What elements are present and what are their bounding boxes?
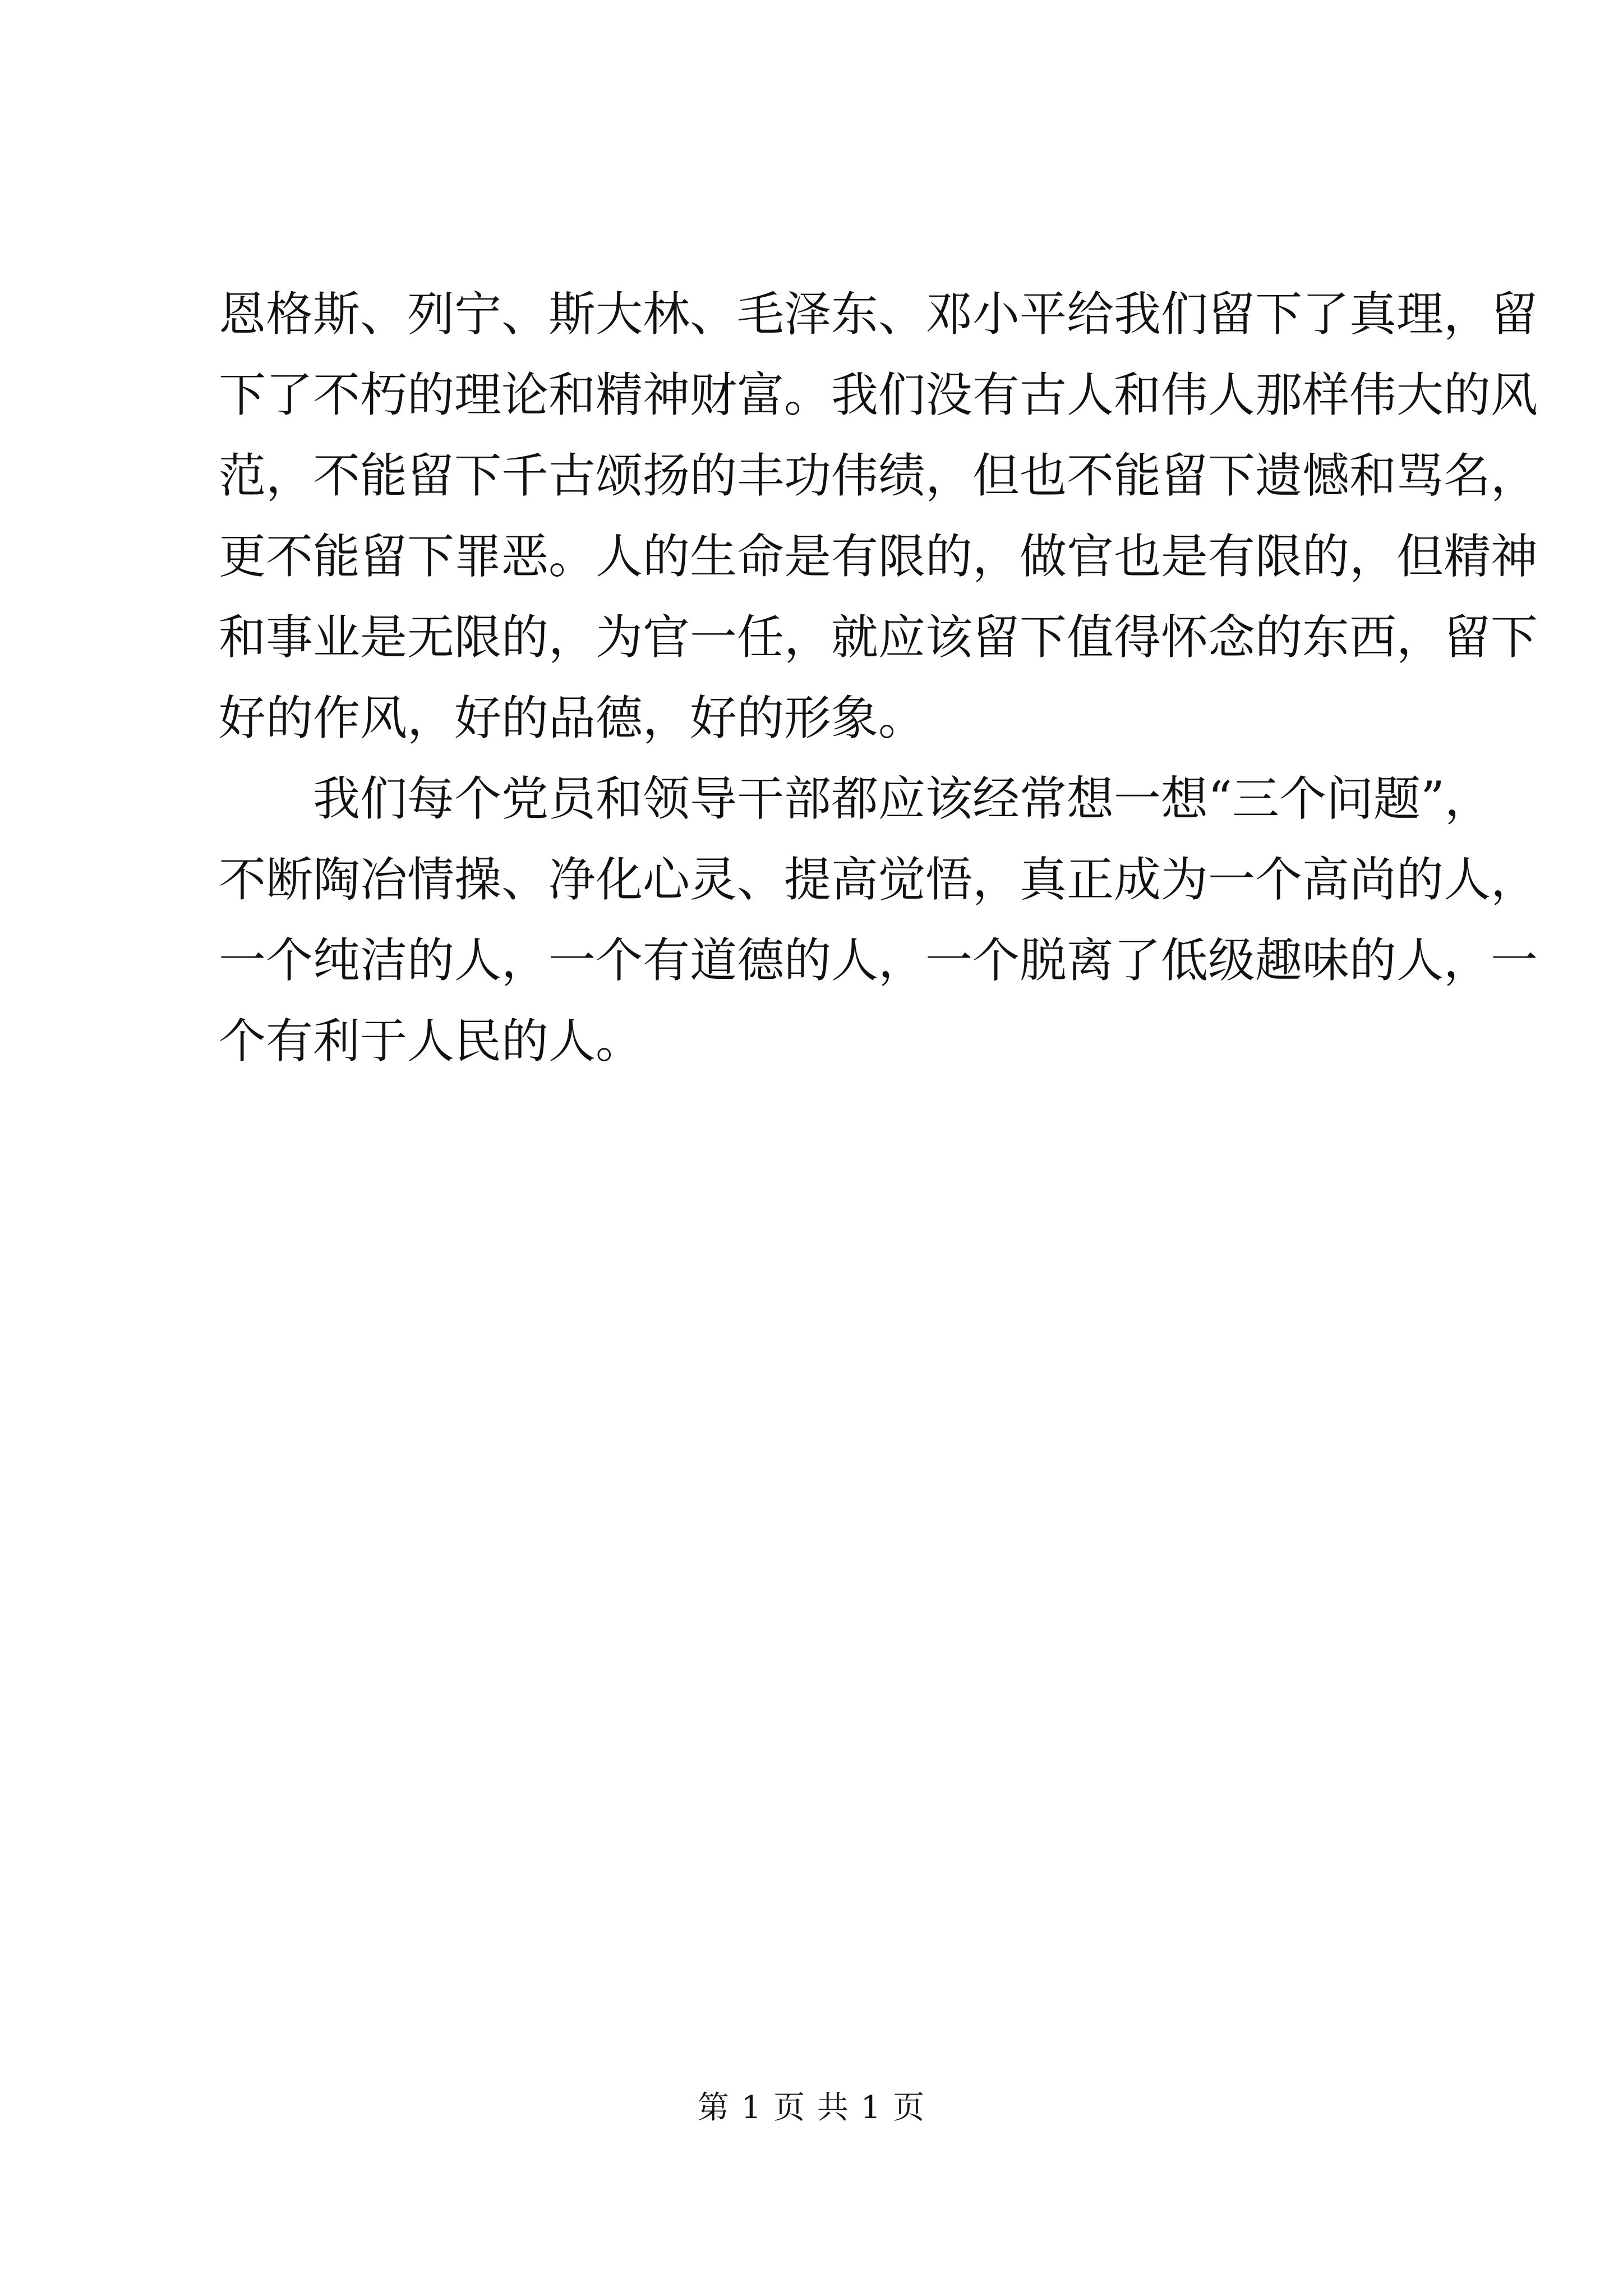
paragraph-line: 个有利于人民的人。: [219, 1014, 643, 1069]
paragraph-line: 范，不能留下千古颂扬的丰功伟绩，但也不能留下遗憾和骂名，: [219, 448, 1538, 503]
paragraph-line: 我们每个党员和领导干部都应该经常想一想“三个问题”，: [313, 771, 1492, 826]
paragraph-1: [219, 274, 1538, 758]
paragraph-line: 好的作风，好的品德，好的形象。: [219, 691, 926, 746]
paragraph-line: 和事业是无限的，为官一任，就应该留下值得怀念的东西，留下: [219, 610, 1538, 665]
paragraph-line: 不断陶冶情操、净化心灵、提高觉悟，真正成为一个高尚的人，: [219, 852, 1538, 907]
paragraph-line: 恩格斯、列宁、斯大林、毛泽东、邓小平给我们留下了真理，留: [219, 287, 1538, 342]
paragraph-line: 更不能留下罪恶。人的生命是有限的，做官也是有限的，但精神: [219, 529, 1538, 584]
paragraph-2: [219, 758, 1538, 1082]
paragraph-line: 下了不朽的理论和精神财富。我们没有古人和伟人那样伟大的风: [219, 367, 1538, 422]
page-number-footer: 第 1 页 共 1 页: [697, 2090, 926, 2126]
paragraph-line: 一个纯洁的人，一个有道德的人，一个脱离了低级趣味的人，一: [219, 933, 1538, 988]
body-text: [219, 274, 1538, 1082]
